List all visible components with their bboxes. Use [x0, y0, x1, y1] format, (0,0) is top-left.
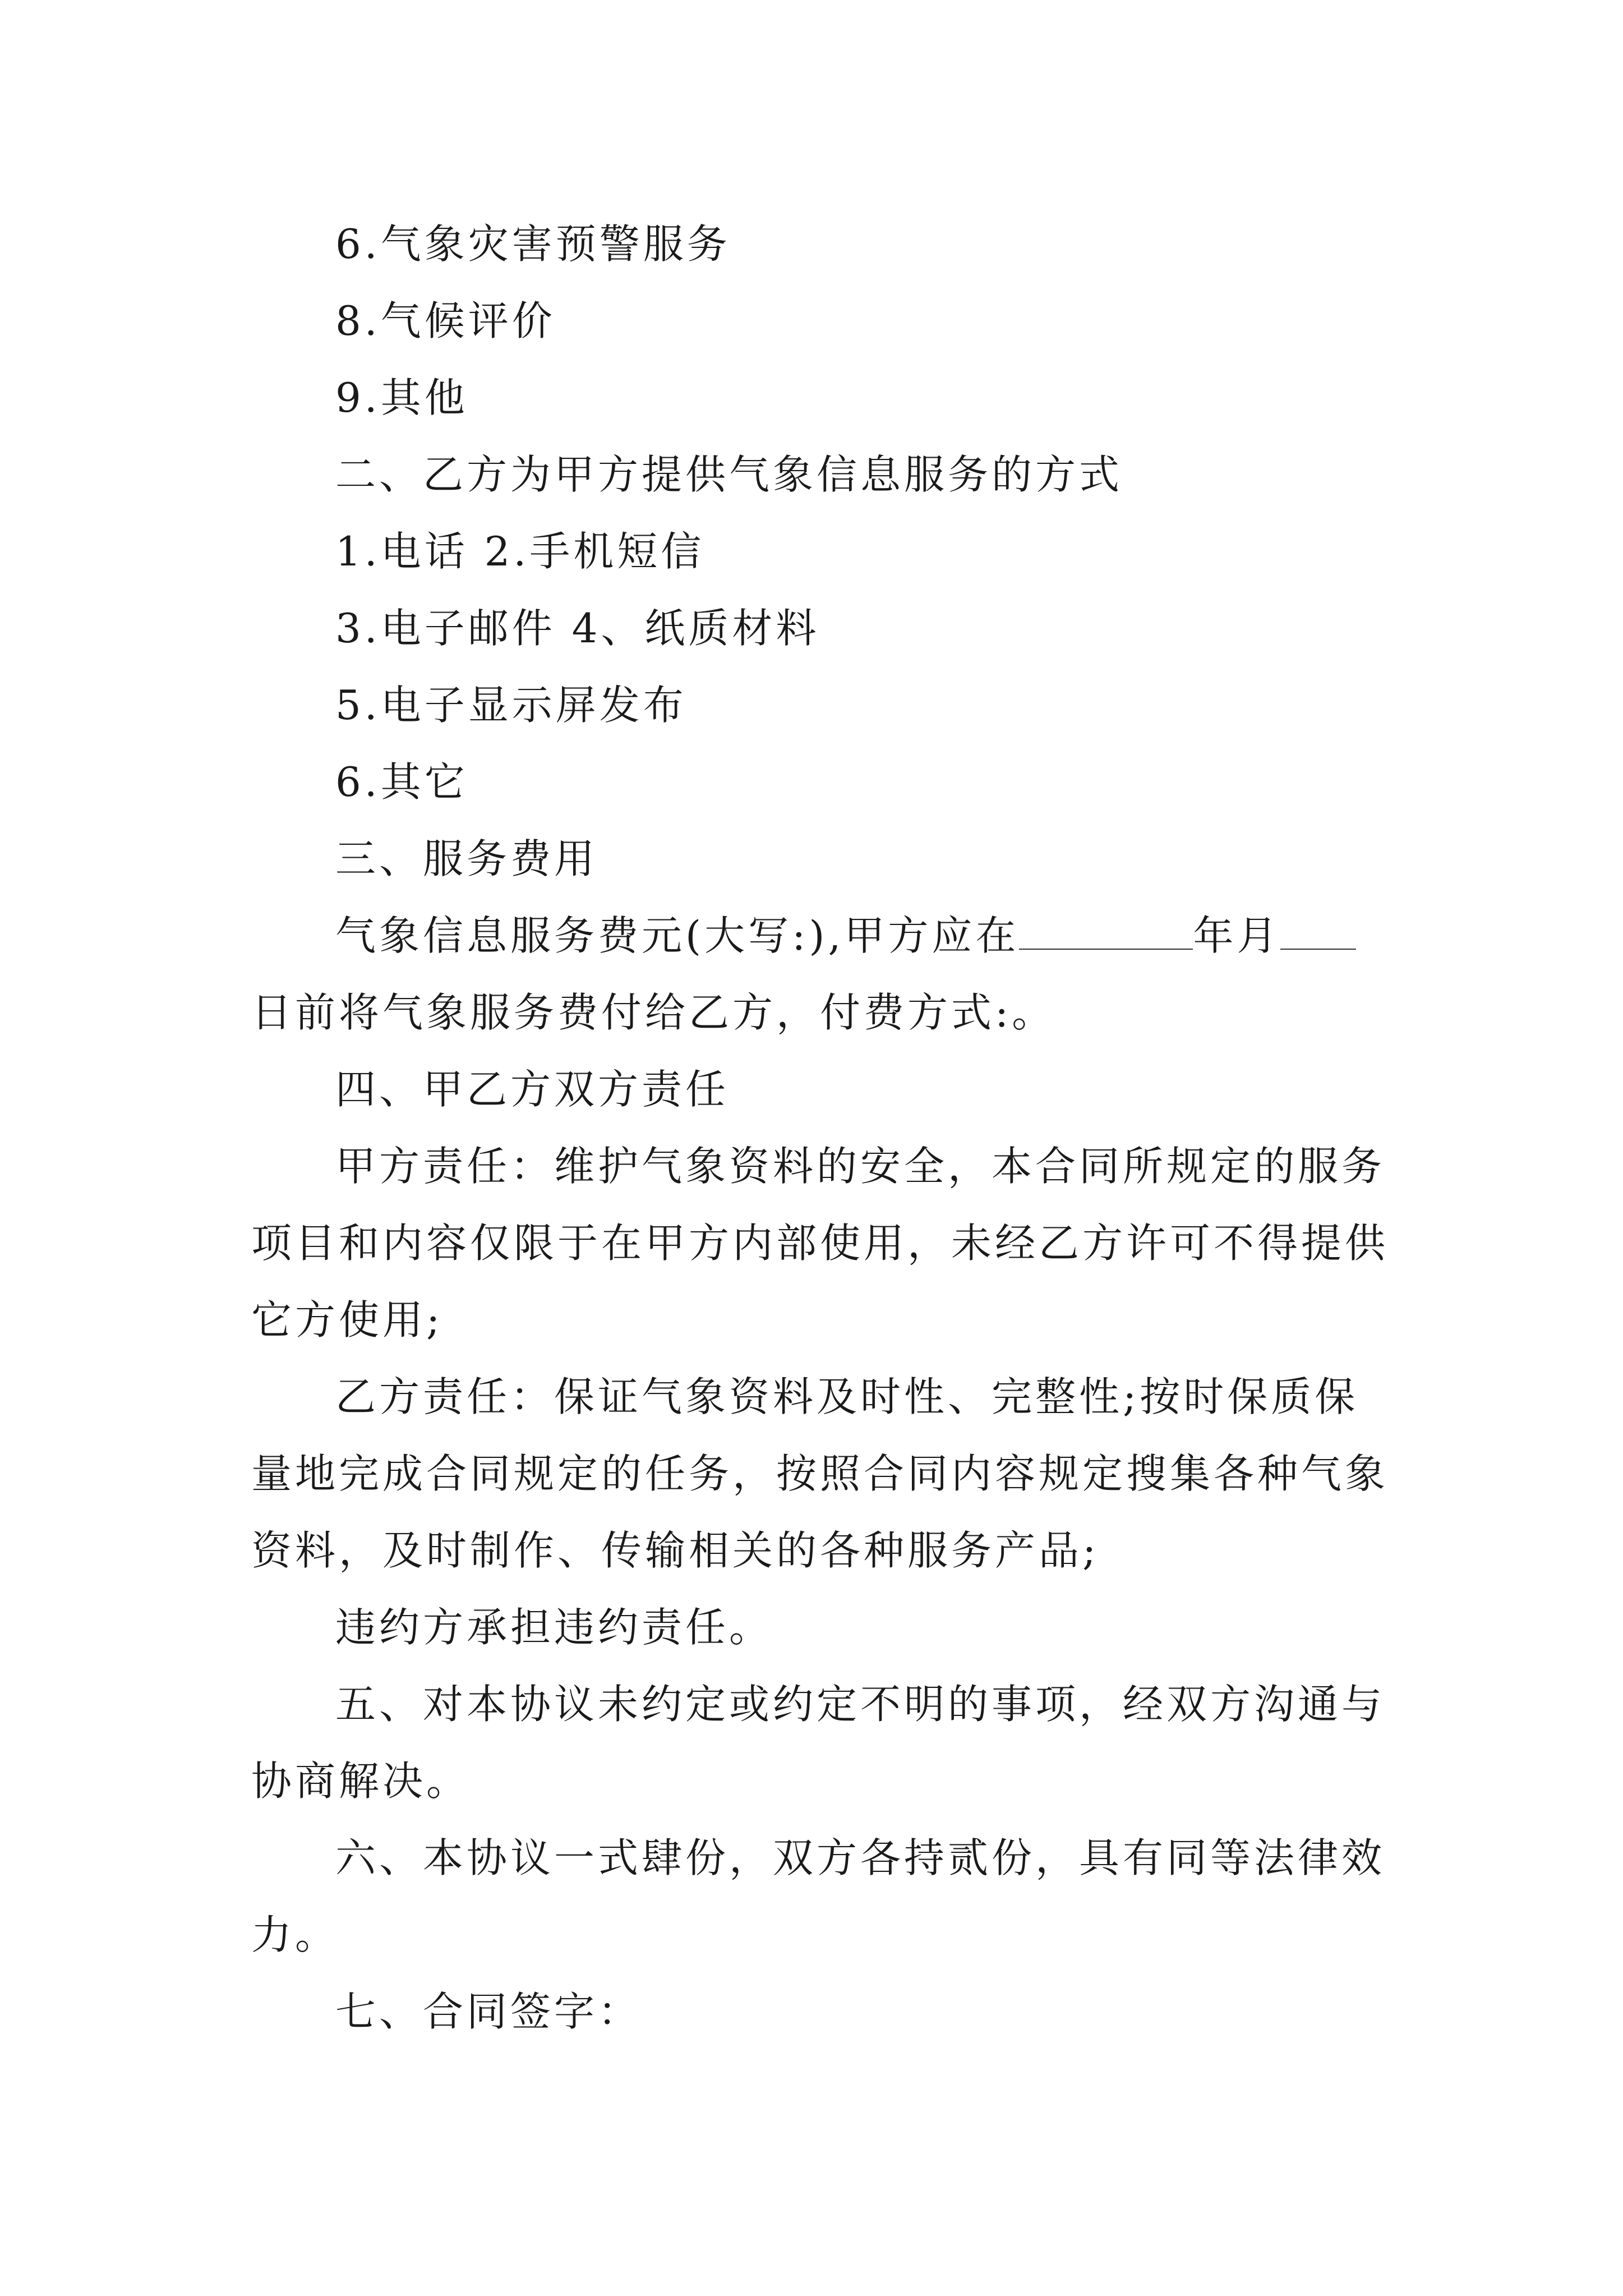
section-heading-signature: 七、合同签字：	[335, 1988, 642, 2035]
fee-text-part2: 年月	[1193, 912, 1281, 959]
list-item-other-method: 6.其它	[335, 758, 468, 806]
party-b-responsibility-line3: 资料，及时制作、传输相关的各种服务产品;	[251, 1527, 1100, 1574]
fee-line	[335, 908, 1356, 964]
party-a-responsibility-line2: 项目和内容仅限于在甲方内部使用，未经乙方许可不得提供	[251, 1220, 1389, 1267]
party-a-responsibility-line3: 它方使用;	[251, 1296, 444, 1343]
list-item-email-paper: 3.电子邮件 4、纸质材料	[335, 605, 820, 652]
section-heading-responsibilities: 四、甲乙方双方责任	[335, 1066, 730, 1113]
list-item-climate-evaluation: 8.气候评价	[335, 297, 556, 344]
clause-five-line2: 协商解决。	[251, 1757, 471, 1805]
clause-six-line1: 六、本协议一式肆份，双方各持贰份，具有同等法律效	[335, 1834, 1386, 1881]
party-b-responsibility-line2: 量地完成合同规定的任务，按照合同内容规定搜集各种气象	[251, 1450, 1389, 1497]
breach-liability: 违约方承担违约责任。	[335, 1604, 773, 1651]
list-item-phone-sms: 1.电话 2.手机短信	[335, 528, 705, 575]
year-blank	[1019, 909, 1193, 950]
clause-five-line1: 五、对本协议未约定或约定不明的事项，经双方沟通与	[335, 1681, 1386, 1728]
clause-six-line2: 力。	[251, 1911, 339, 1958]
fee-text-part1: 气象信息服务费元(大写:),甲方应在	[335, 912, 1020, 959]
list-item-other: 9.其他	[335, 374, 468, 421]
month-blank	[1280, 909, 1356, 950]
section-heading-service-methods: 二、乙方为甲方提供气象信息服务的方式	[335, 451, 1123, 498]
list-item-display-screen: 5.电子显示屏发布	[335, 682, 687, 729]
list-item-disaster-warning: 6.气象灾害预警服务	[335, 220, 731, 268]
party-b-responsibility-line1: 乙方责任：保证气象资料及时性、完整性;按时保质保	[335, 1373, 1359, 1420]
fee-line-continuation: 日前将气象服务费付给乙方，付费方式:。	[251, 989, 1056, 1036]
section-heading-service-fees: 三、服务费用	[335, 835, 598, 882]
party-a-responsibility-line1: 甲方责任：维护气象资料的安全，本合同所规定的服务	[335, 1143, 1386, 1190]
